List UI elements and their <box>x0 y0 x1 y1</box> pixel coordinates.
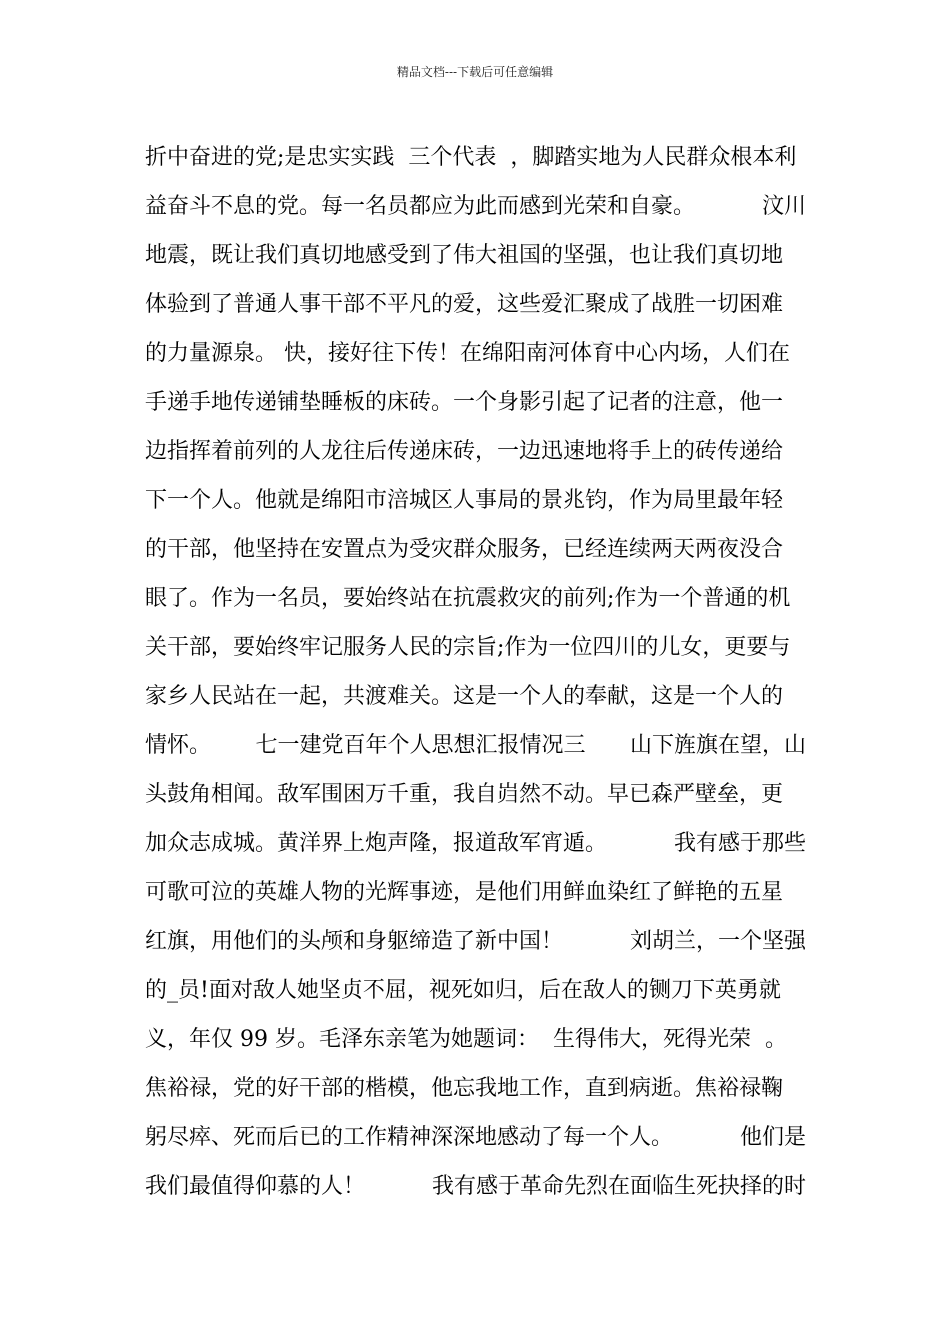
paragraph-line <box>145 868 806 917</box>
line-segment: 边指挥着前列的人龙往后传递床砖，一边迅速地将手上的砖传递给 <box>145 439 784 464</box>
line-segment: 我们最值得仰慕的人！ <box>145 1174 366 1199</box>
paragraph-line <box>145 280 806 329</box>
paragraph-line <box>145 770 806 819</box>
line-segment: 焦裕禄，党的好干部的楷模，他忘我地工作，直到病逝。焦裕禄鞠 <box>145 1076 784 1101</box>
line-segment: 关干部，要始终牢记服务人民的宗旨;作为一位四川的儿女，更要与 <box>145 635 791 660</box>
paragraph-line <box>145 525 806 574</box>
line-segment: 情怀。 <box>145 733 212 758</box>
paragraph-line <box>145 231 806 280</box>
paragraph-line <box>145 378 806 427</box>
line-segment: 的_员!面对敌人她坚贞不屈，视死如归，后在敌人的铡刀下英勇就 <box>145 978 781 1003</box>
line-segment: 汶川 <box>761 194 806 219</box>
document-body <box>145 133 806 1211</box>
paragraph-line <box>145 476 806 525</box>
paragraph-line <box>145 819 806 868</box>
line-segment: 地震，既让我们真切地感受到了伟大祖国的坚强，也让我们真切地 <box>145 243 784 268</box>
line-segment: 义，年仅 99 岁。毛泽东亲笔为她题词： 生得伟大，死得光荣 。 <box>145 1027 787 1052</box>
paragraph-line <box>145 574 806 623</box>
line-segment: 手递手地传递铺垫睡板的床砖。一个身影引起了记者的注意，他一 <box>145 390 784 415</box>
paragraph-line <box>145 133 806 182</box>
line-segment: 躬尽瘁、死而后已的工作精神深深地感动了每一个人。 <box>145 1125 674 1150</box>
paragraph-line <box>145 966 806 1015</box>
line-segment: 可歌可泣的英雄人物的光辉事迹，是他们用鲜血染红了鲜艳的五星 <box>145 880 784 905</box>
line-segment: 家乡人民站在一起，共渡难关。这是一个人的奉献，这是一个人的 <box>145 684 784 709</box>
line-segment: 山下旌旗在望，山 <box>629 733 806 758</box>
line-segment: 刘胡兰，一个坚强 <box>629 929 806 954</box>
paragraph-line <box>145 623 806 672</box>
line-segment: 下一个人。他就是绵阳市涪城区人事局的景兆钧，作为局里最年轻 <box>145 488 784 513</box>
paragraph-line <box>145 427 806 476</box>
paragraph-line <box>145 1015 806 1064</box>
paragraph-line <box>145 1064 806 1113</box>
paragraph-line <box>145 1113 806 1162</box>
line-segment: 红旗，用他们的头颅和身躯缔造了新中国！ <box>145 929 564 954</box>
paragraph-line <box>145 182 806 231</box>
line-segment: 头鼓角相闻。敌军围困万千重，我自岿然不动。早已森严壁垒，更 <box>145 782 784 807</box>
line-segment: 的力量源泉。 快，接好往下传！在绵阳南河体育中心内场，人们在 <box>145 341 790 366</box>
line-segment: 我有感于革命先烈在面临生死抉择的时 <box>431 1174 806 1199</box>
paragraph-line <box>145 721 806 770</box>
paragraph-line <box>145 917 806 966</box>
line-segment: 加众志成城。黄洋界上炮声隆，报道敌军宵遁。 <box>145 831 608 856</box>
line-segment: 七一建党百年个人思想汇报情况三 <box>255 733 586 758</box>
paragraph-line <box>145 672 806 721</box>
line-segment: 折中奋进的党;是忠实实践 三个代表 ，脚踏实地为人民群众根本利 <box>145 145 797 170</box>
page-header: 精品文档---下载后可任意编辑 <box>396 65 554 79</box>
line-segment: 益奋斗不息的党。每一名员都应为此而感到光荣和自豪。 <box>145 194 696 219</box>
line-segment: 体验到了普通人事干部不平凡的爱，这些爱汇聚成了战胜一切困难 <box>145 292 784 317</box>
paragraph-line <box>145 329 806 378</box>
line-segment: 的干部，他坚持在安置点为受灾群众服务，已经连续两天两夜没合 <box>145 537 784 562</box>
line-segment: 眼了。作为一名员，要始终站在抗震救灾的前列;作为一个普通的机 <box>145 586 791 611</box>
line-segment: 他们是 <box>739 1125 806 1150</box>
line-segment: 我有感于那些 <box>673 831 806 856</box>
paragraph-line <box>145 1162 806 1211</box>
